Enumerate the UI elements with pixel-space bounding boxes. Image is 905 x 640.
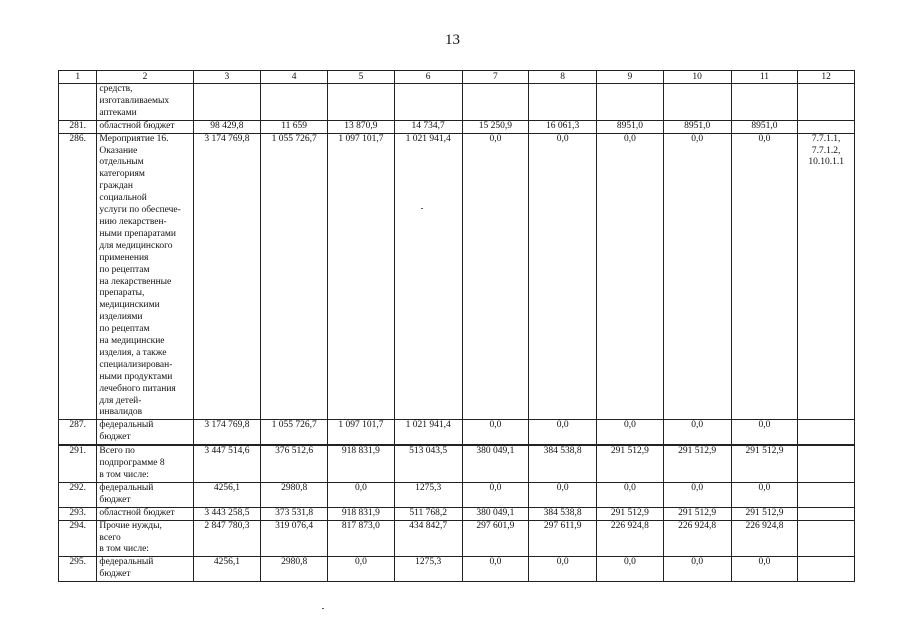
value-cell: 0,0 xyxy=(529,482,597,507)
indicator-code-cell xyxy=(798,507,855,520)
row-number-cell: 294. xyxy=(59,520,97,557)
row-number-cell: 292. xyxy=(59,482,97,507)
value-cell: 0,0 xyxy=(529,557,597,582)
row-number-cell: 286. xyxy=(59,133,97,420)
value-cell: 226 924,8 xyxy=(663,520,731,557)
table-row xyxy=(59,120,855,133)
value-cell: 0,0 xyxy=(529,420,597,445)
value-cell: 14 734,7 xyxy=(394,120,462,133)
row-number-cell: 293. xyxy=(59,507,97,520)
value-cell: 4256,1 xyxy=(193,557,261,582)
table-row xyxy=(59,133,855,420)
value-cell: 0,0 xyxy=(597,420,664,445)
value-cell: 0,0 xyxy=(529,133,597,420)
value-cell: 1 097 101,7 xyxy=(328,133,395,420)
value-cell: 3 443 258,5 xyxy=(193,507,261,520)
value-cell: 2980,8 xyxy=(261,482,328,507)
value-cell: 434 842,7 xyxy=(394,520,462,557)
value-cell: 0,0 xyxy=(731,557,798,582)
value-cell: 0,0 xyxy=(663,482,731,507)
value-cell: 3 174 769,8 xyxy=(193,133,261,420)
column-header: 7 xyxy=(462,71,529,84)
table-row xyxy=(59,557,855,582)
row-name-cell: федеральный бюджет xyxy=(97,420,193,445)
value-cell xyxy=(529,84,597,121)
value-cell: 0,0 xyxy=(731,420,798,445)
value-cell: 918 831,9 xyxy=(328,507,395,520)
value-cell: 291 512,9 xyxy=(731,507,798,520)
row-name-cell: Всего по подпрограмме 8 в том числе: xyxy=(97,445,193,482)
value-cell: 297 601,9 xyxy=(462,520,529,557)
value-cell xyxy=(328,84,395,121)
value-cell: 226 924,8 xyxy=(731,520,798,557)
budget-table xyxy=(58,70,855,582)
value-cell: 0,0 xyxy=(462,133,529,420)
column-header: 11 xyxy=(731,71,798,84)
value-cell: 291 512,9 xyxy=(663,445,731,482)
value-cell: 11 659 xyxy=(261,120,328,133)
value-cell: 0,0 xyxy=(328,482,395,507)
indicator-code-cell xyxy=(798,84,855,121)
value-cell: 0,0 xyxy=(731,133,798,420)
value-cell xyxy=(261,84,328,121)
indicator-code-cell xyxy=(798,482,855,507)
table-body xyxy=(59,84,855,582)
indicator-code-cell xyxy=(798,557,855,582)
value-cell: 0,0 xyxy=(597,557,664,582)
value-cell: 380 049,1 xyxy=(462,445,529,482)
value-cell: 291 512,9 xyxy=(663,507,731,520)
value-cell: 0,0 xyxy=(462,420,529,445)
value-cell: 376 512,6 xyxy=(261,445,328,482)
value-cell: 16 061,3 xyxy=(529,120,597,133)
scan-speck xyxy=(322,608,324,609)
value-cell: 0,0 xyxy=(597,482,664,507)
value-cell xyxy=(394,84,462,121)
value-cell: 0,0 xyxy=(663,557,731,582)
value-cell: 98 429,8 xyxy=(193,120,261,133)
value-cell: 1 055 726,7 xyxy=(261,420,328,445)
indicator-code-cell xyxy=(798,520,855,557)
value-cell: 4256,1 xyxy=(193,482,261,507)
indicator-code-cell xyxy=(798,120,855,133)
value-cell: 1275,3 xyxy=(394,557,462,582)
value-cell: 0,0 xyxy=(328,557,395,582)
row-name-cell: Мероприятие 16. Оказание отдельным категориям граждан социальной услуги по обеспече- нию лекарствен- ными препаратами для медицинского применения по рецептам на лекарственные препараты, медицинскими изделиями по рецептам на медицинские изделия, а также специализирован- ными продуктами лечебного питания для детей- инвалидов xyxy=(97,133,193,420)
table-row xyxy=(59,84,855,121)
value-cell: 380 049,1 xyxy=(462,507,529,520)
value-cell: 1275,3 xyxy=(394,482,462,507)
value-cell: 511 768,2 xyxy=(394,507,462,520)
value-cell: 2980,8 xyxy=(261,557,328,582)
value-cell: 15 250,9 xyxy=(462,120,529,133)
value-cell: 13 870,9 xyxy=(328,120,395,133)
value-cell: 384 538,8 xyxy=(529,445,597,482)
value-cell xyxy=(462,84,529,121)
value-cell xyxy=(663,84,731,121)
value-cell: 8951,0 xyxy=(731,120,798,133)
column-header: 1 xyxy=(59,71,97,84)
value-cell xyxy=(597,84,664,121)
value-cell xyxy=(731,84,798,121)
value-cell: 513 043,5 xyxy=(394,445,462,482)
value-cell: 1 097 101,7 xyxy=(328,420,395,445)
column-header: 9 xyxy=(597,71,664,84)
row-number-cell: 291. xyxy=(59,445,97,482)
value-cell: 0,0 xyxy=(462,557,529,582)
value-cell: 0,0 xyxy=(663,133,731,420)
table-row xyxy=(59,520,855,557)
value-cell: 2 847 780,3 xyxy=(193,520,261,557)
column-header: 10 xyxy=(663,71,731,84)
value-cell: 3 174 769,8 xyxy=(193,420,261,445)
value-cell: 1 055 726,7 xyxy=(261,133,328,420)
value-cell: 0,0 xyxy=(597,133,664,420)
value-cell: 291 512,9 xyxy=(597,445,664,482)
value-cell: 384 538,8 xyxy=(529,507,597,520)
value-cell: 3 447 514,6 xyxy=(193,445,261,482)
row-number-cell xyxy=(59,84,97,121)
row-number-cell: 281. xyxy=(59,120,97,133)
value-cell: 0,0 xyxy=(462,482,529,507)
table-row xyxy=(59,420,855,445)
row-name-cell: средств, изготавливаемых аптеками xyxy=(97,84,193,121)
value-cell: 1 021 941,4 xyxy=(394,420,462,445)
value-cell: 1 021 941,4 xyxy=(394,133,462,420)
row-name-cell: федеральный бюджет xyxy=(97,557,193,582)
value-cell: 373 531,8 xyxy=(261,507,328,520)
row-number-cell: 287. xyxy=(59,420,97,445)
column-header: 5 xyxy=(328,71,395,84)
row-number-cell: 295. xyxy=(59,557,97,582)
table-row xyxy=(59,445,855,482)
table-row xyxy=(59,482,855,507)
row-name-cell: областной бюджет xyxy=(97,507,193,520)
indicator-code-cell xyxy=(798,420,855,445)
table-row xyxy=(59,507,855,520)
value-cell: 8951,0 xyxy=(597,120,664,133)
column-header: 2 xyxy=(97,71,193,84)
value-cell: 291 512,9 xyxy=(597,507,664,520)
value-cell: 297 611,9 xyxy=(529,520,597,557)
row-name-cell: федеральный бюджет xyxy=(97,482,193,507)
header-row xyxy=(59,71,855,84)
value-cell: 226 924,8 xyxy=(597,520,664,557)
row-name-cell: Прочие нужды, всего в том числе: xyxy=(97,520,193,557)
indicator-code-cell: 7.7.1.1, 7.7.1.2, 10.10.1.1 xyxy=(798,133,855,420)
value-cell: 319 076,4 xyxy=(261,520,328,557)
value-cell xyxy=(193,84,261,121)
column-header: 3 xyxy=(193,71,261,84)
value-cell: 8951,0 xyxy=(663,120,731,133)
scan-speck xyxy=(421,208,423,209)
column-header: 6 xyxy=(394,71,462,84)
column-header: 4 xyxy=(261,71,328,84)
value-cell: 0,0 xyxy=(731,482,798,507)
value-cell: 0,0 xyxy=(663,420,731,445)
value-cell: 817 873,0 xyxy=(328,520,395,557)
row-name-cell: областной бюджет xyxy=(97,120,193,133)
page-number: 13 xyxy=(445,32,460,48)
column-header: 12 xyxy=(798,71,855,84)
value-cell: 918 831,9 xyxy=(328,445,395,482)
indicator-code-cell xyxy=(798,445,855,482)
value-cell: 291 512,9 xyxy=(731,445,798,482)
column-header: 8 xyxy=(529,71,597,84)
